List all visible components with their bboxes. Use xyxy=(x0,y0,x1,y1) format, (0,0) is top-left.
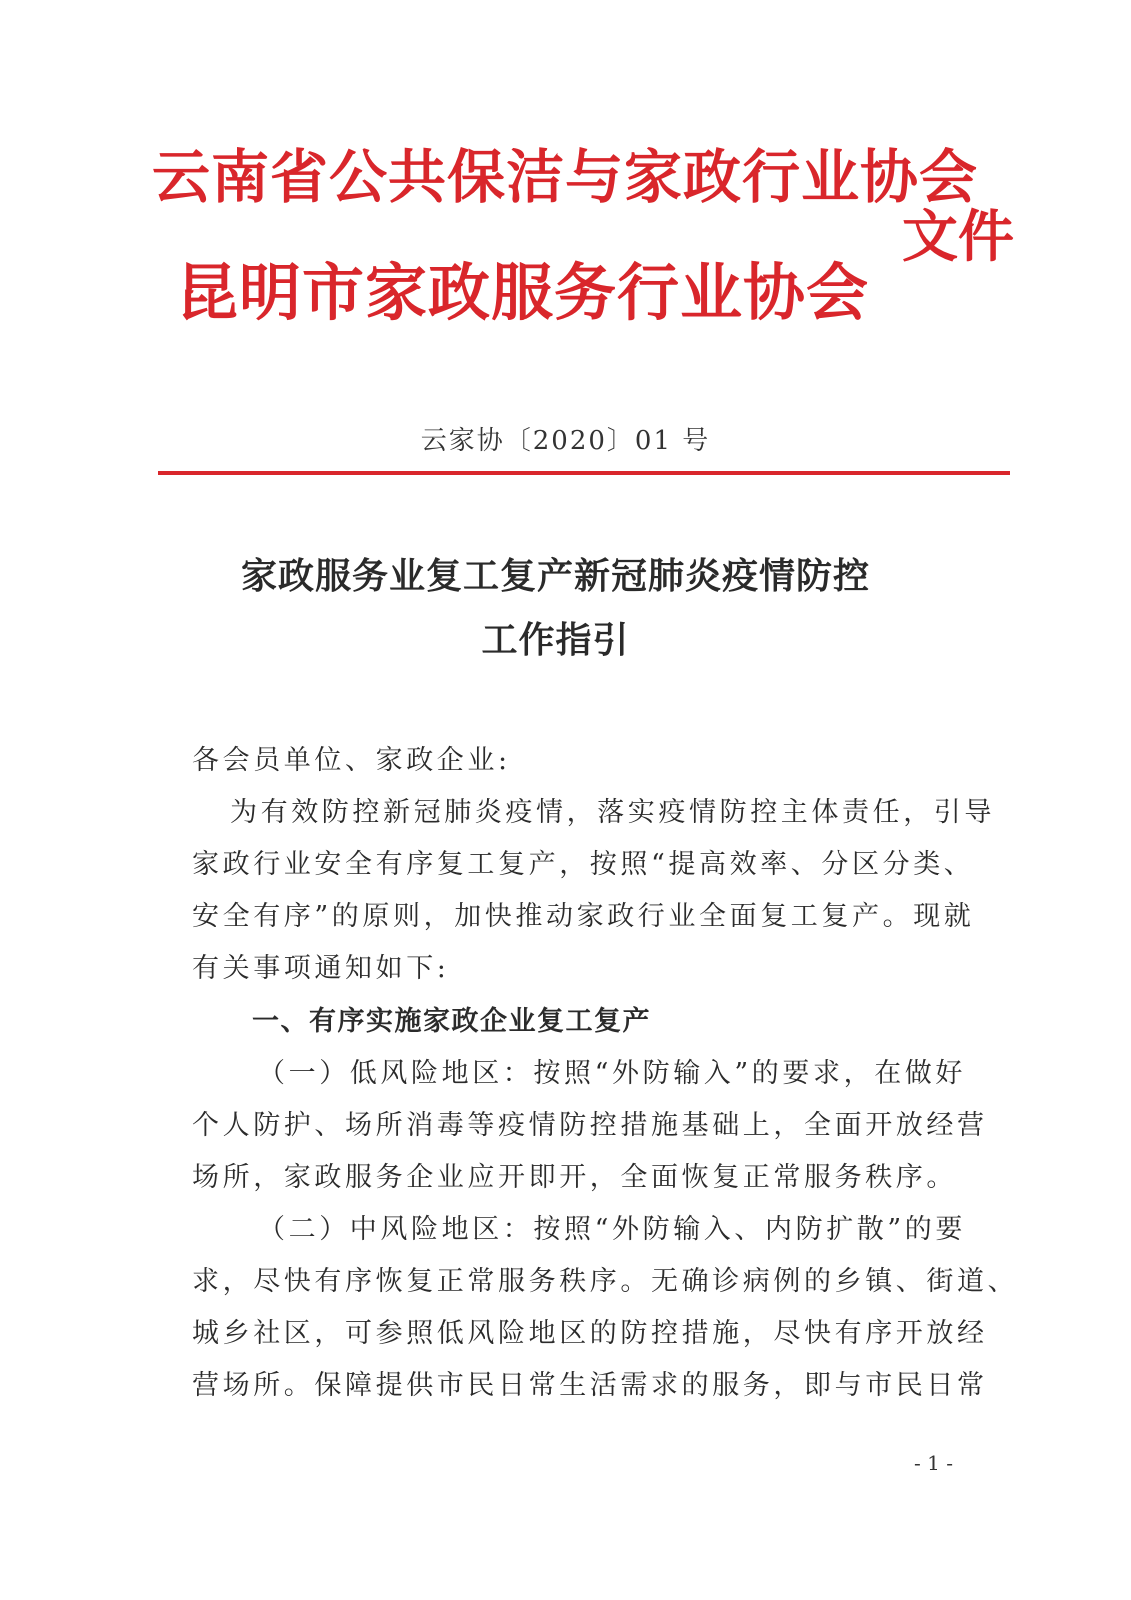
document-title-line2: 工作指引 xyxy=(481,619,630,661)
intro-line: 有关事项通知如下: xyxy=(192,953,450,984)
document-title-line1: 家政服务业复工复产新冠肺炎疫情防控 xyxy=(240,555,870,597)
paragraph-line: 求，尽快有序恢复正常服务秩序。无确诊病例的乡镇、街道、 xyxy=(192,1266,1019,1297)
issuing-org-line2: 昆明市家政服务行业协会 xyxy=(176,256,870,329)
paragraph-line: 个人防护、场所消毒等疫情防控措施基础上，全面开放经营 xyxy=(192,1110,988,1141)
page-number: - 1 - xyxy=(914,1451,953,1475)
salutation: 各会员单位、家政企业: xyxy=(192,745,511,776)
intro-line: 家政行业安全有序复工复产，按照“提高效率、分区分类、 xyxy=(192,849,975,880)
section-heading: 一、有序实施家政企业复工复产 xyxy=(252,1006,651,1037)
intro-line: 为有效防控新冠肺炎疫情，落实疫情防控主体责任，引导 xyxy=(230,797,995,828)
issuing-org-line1: 云南省公共保洁与家政行业协会 xyxy=(152,143,979,211)
intro-line: 安全有序”的原则，加快推动家政行业全面复工复产。现就 xyxy=(192,901,975,932)
red-divider-line xyxy=(158,471,1010,475)
paragraph-line: 场所，家政服务企业应开即开，全面恢复正常服务秩序。 xyxy=(192,1162,957,1193)
paragraph-line: （二）中风险地区：按照“外防输入、内防扩散”的要 xyxy=(258,1214,967,1245)
doc-type-suffix: 文件 xyxy=(902,205,1014,270)
document-number: 云家协〔2020〕01 号 xyxy=(420,426,711,456)
paragraph-line: （一）低风险地区：按照“外防输入”的要求，在做好 xyxy=(258,1058,967,1089)
paragraph-line: 城乡社区，可参照低风险地区的防控措施，尽快有序开放经 xyxy=(192,1318,988,1349)
paragraph-line: 营场所。保障提供市民日常生活需求的服务，即与市民日常 xyxy=(192,1370,988,1401)
